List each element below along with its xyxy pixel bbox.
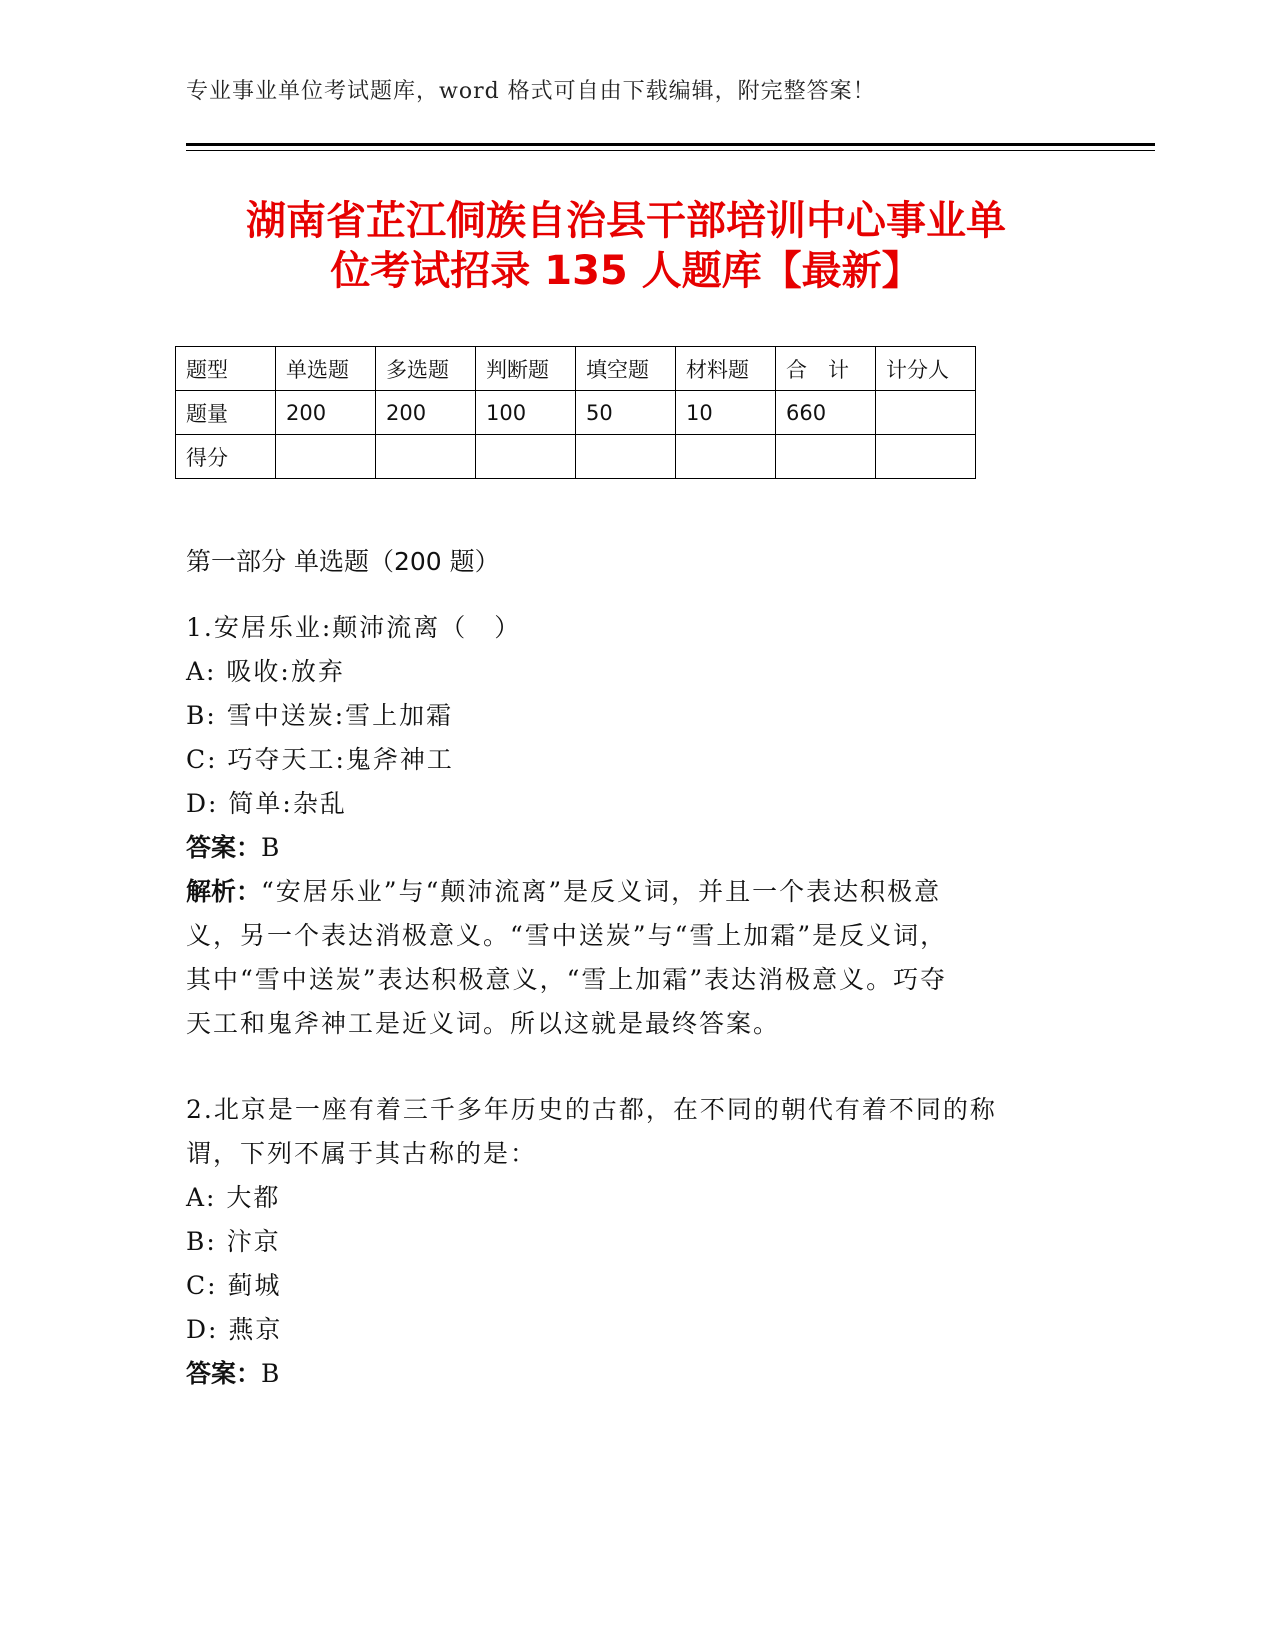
answer-value: B [261,1359,282,1388]
table-cell [676,435,776,479]
table-cell [876,391,976,435]
table-cell: 题量 [176,391,276,435]
score-table-count-row [176,391,976,435]
section-title: 第一部分 单选题（200 题） [186,547,500,576]
q1-analysis-line-2: 义，另一个表达消极意义。“雪中送炭”与“雪上加霜”是反义词， [186,921,948,950]
table-cell: 计分人 [876,347,976,391]
table-cell: 100 [476,391,576,435]
table-cell [876,435,976,479]
header-rule-thin [186,150,1155,151]
q2-option-a: A: 大都 [186,1183,281,1212]
table-cell: 得分 [176,435,276,479]
q2-question-line-1: 2.北京是一座有着三千多年历史的古都，在不同的朝代有着不同的称 [186,1095,997,1124]
score-table-header-row [176,347,976,391]
q1-option-c: C: 巧夺天工:鬼斧神工 [186,745,454,774]
table-cell: 多选题 [376,347,476,391]
table-cell: 合 计 [776,347,876,391]
q1-analysis-line-1 [186,872,941,908]
answer-label: 答案： [186,1359,262,1388]
document-title [186,196,1066,296]
analysis-label: 解析： [186,877,262,906]
header-rule-thick [186,143,1155,146]
q2-question-line-2: 谓，下列不属于其古称的是： [186,1139,538,1168]
score-table [175,346,976,479]
table-cell: 判断题 [476,347,576,391]
table-cell: 10 [676,391,776,435]
table-cell: 填空题 [576,347,676,391]
q1-option-a: A: 吸收:放弃 [186,657,345,686]
table-cell [776,435,876,479]
table-cell: 题型 [176,347,276,391]
table-cell [276,435,376,479]
q1-option-d: D: 简单:杂乱 [186,789,347,818]
table-cell: 50 [576,391,676,435]
q1-analysis-line-4: 天工和鬼斧神工是近义词。所以这就是最终答案。 [186,1009,781,1038]
q2-option-b: B: 汴京 [186,1227,281,1256]
table-cell: 660 [776,391,876,435]
analysis-text: “安居乐业”与“颠沛流离”是反义词，并且一个表达积极意 [261,877,942,906]
q2-answer [186,1354,281,1390]
q1-question: 1.安居乐业:颠沛流离（ ） [186,613,522,642]
answer-value: B [261,833,282,862]
table-cell: 单选题 [276,347,376,391]
q2-option-c: C: 蓟城 [186,1271,282,1300]
table-cell: 200 [276,391,376,435]
q1-analysis-line-3: 其中“雪中送炭”表达积极意义，“雪上加霜”表达消极意义。巧夺 [186,965,948,994]
q1-option-b: B: 雪中送炭:雪上加霜 [186,701,454,730]
answer-label: 答案： [186,833,262,862]
table-cell [376,435,476,479]
score-table-score-row [176,435,976,479]
header-note: 专业事业单位考试题库，word 格式可自由下载编辑，附完整答案！ [186,79,876,104]
q1-answer [186,828,281,864]
table-cell: 材料题 [676,347,776,391]
title-line-1: 湖南省芷江侗族自治县干部培训中心事业单 [246,198,1006,244]
table-cell: 200 [376,391,476,435]
table-cell [576,435,676,479]
q2-option-d: D: 燕京 [186,1315,283,1344]
title-line-2: 位考试招录 135 人题库【最新】 [330,248,922,294]
table-cell [476,435,576,479]
